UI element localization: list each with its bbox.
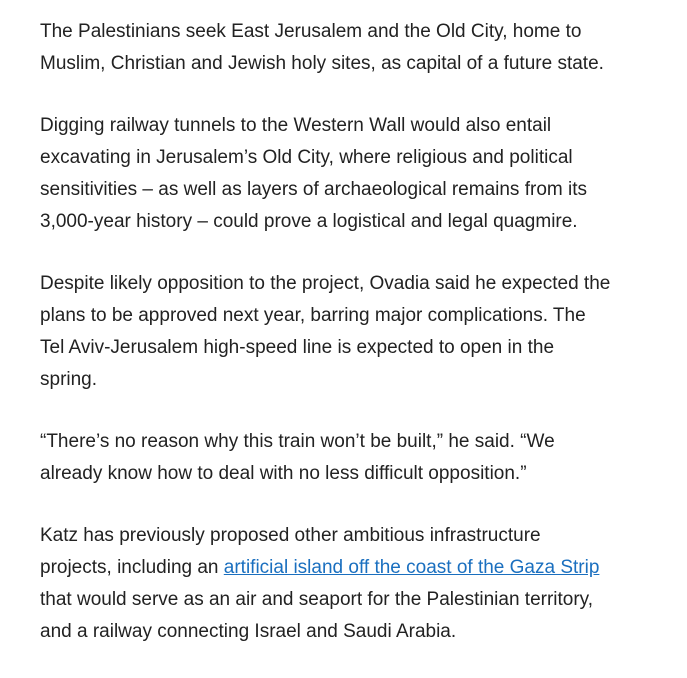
paragraph-project-approval: Despite likely opposition to the project, Ovadia said he expected the plans to be approved next year, barring major complications. The Tel Aviv-Jerusalem high-speed line is expected to open in the spring. [40,273,611,390]
paragraph-palestinians-claim: The Palestinians seek East Jerusalem and the Old City, home to Muslim, Christian and Jewish holy sites, as capital of a future state. [40,21,604,74]
paragraph-railway-tunnels: Digging railway tunnels to the Western Wall would also entail excavating in Jerusalem’s Old City, where religious and political sensitivities – as well as layers of archaeological remains from its 3,000-year history – could prove a logistical and legal quagmire. [40,115,587,232]
article-body [40,16,650,678]
artificial-island-link[interactable]: artificial island off the coast of the Gaza Strip [223,557,600,578]
paragraph-katz-text-before: Katz has previously proposed other ambitious infrastructure projects, including an [40,525,541,578]
paragraph-quote: “There’s no reason why this train won’t be built,” he said. “We already know how to deal with no less difficult opposition.” [40,431,555,484]
paragraph-katz-text-after: that would serve as an air and seaport for the Palestinian territory, and a railway connecting Israel and Saudi Arabia. [40,589,594,642]
paragraph-katz-projects [40,520,650,648]
